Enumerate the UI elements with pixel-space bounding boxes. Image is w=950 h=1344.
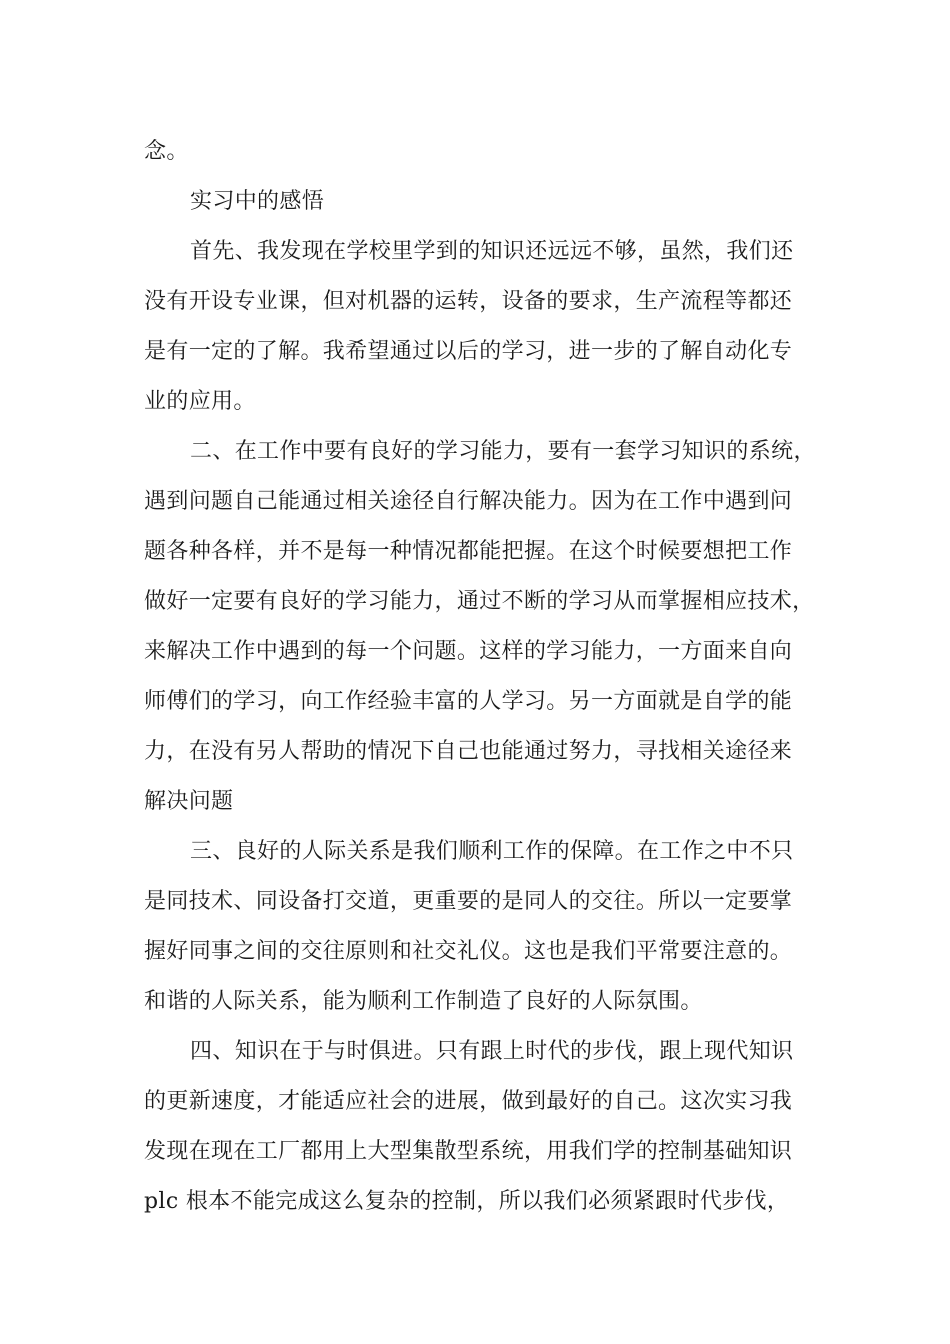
text-line-13: 力，在没有另人帮助的情况下自己也能通过努力，寻找相关途径来: [144, 739, 793, 764]
text-line-8: 遇到问题自己能通过相关途径自行解决能力。因为在工作中遇到问: [144, 489, 793, 514]
text-line-3: 首先、我发现在学校里学到的知识还远远不够，虽然，我们还: [190, 239, 794, 264]
text-line-18: 和谐的人际关系，能为顺利工作制造了良好的人际氛围。: [144, 989, 703, 1014]
text-line-20: 的更新速度，才能适应社会的进展，做到最好的自己。这次实习我: [144, 1089, 793, 1114]
text-line-15: 三、良好的人际关系是我们顺利工作的保障。在工作之中不只: [190, 839, 794, 864]
text-line-5: 是有一定的了解。我希望通过以后的学习，进一步的了解自动化专: [144, 339, 793, 364]
text-line-16: 是同技术、同设备打交道，更重要的是同人的交往。所以一定要掌: [144, 889, 793, 914]
text-line-19: 四、知识在于与时俱进。只有跟上时代的步伐，跟上现代知识: [190, 1039, 794, 1064]
text-line-10: 做好一定要有良好的学习能力，通过不断的学习从而掌握相应技术，: [144, 589, 815, 614]
text-line-6: 业的应用。: [144, 389, 256, 414]
text-line-12: 师傅们的学习，向工作经验丰富的人学习。另一方面就是自学的能: [144, 689, 793, 714]
text-line-21: 发现在现在工厂都用上大型集散型系统，用我们学的控制基础知识: [144, 1139, 793, 1164]
text-line-7: 二、在工作中要有良好的学习能力，要有一套学习知识的系统，: [190, 439, 816, 464]
text-line-1: 念。: [144, 139, 189, 164]
text-line-17: 握好同事之间的交往原则和社交礼仪。这也是我们平常要注意的。: [144, 939, 793, 964]
section-heading: 实习中的感悟: [190, 189, 325, 214]
text-line-9: 题各种各样，并不是每一种情况都能把握。在这个时候要想把工作: [144, 539, 793, 564]
text-line-4: 没有开设专业课，但对机器的运转，设备的要求，生产流程等都还: [144, 289, 793, 314]
text-line-14: 解决问题: [144, 789, 234, 814]
text-line-22: plc 根本不能完成这么复杂的控制，所以我们必须紧跟时代步伐，: [144, 1189, 790, 1214]
text-line-11: 来解决工作中遇到的每一个问题。这样的学习能力，一方面来自向: [144, 639, 793, 664]
